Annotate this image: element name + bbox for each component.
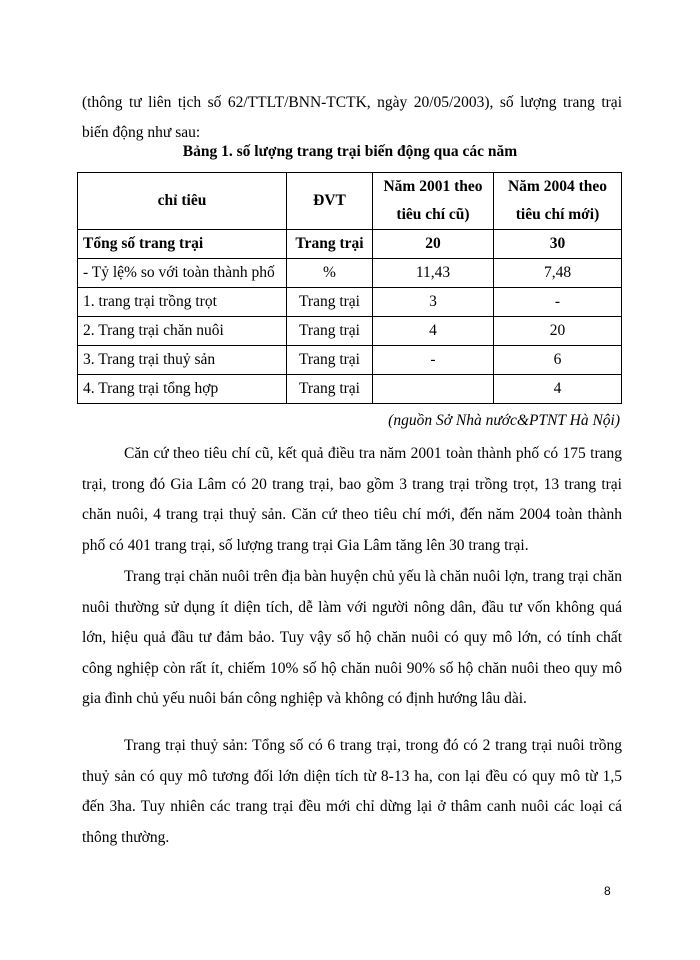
table-header-row	[78, 173, 622, 230]
header-cell: chỉ tiêu	[78, 173, 287, 230]
page-number: 8	[604, 884, 611, 898]
header-cell: ĐVT	[287, 173, 373, 230]
table-cell: 4	[373, 317, 494, 346]
paragraph-aquaculture-farms: Trang trại thuỷ sản: Tổng số có 6 trang trại, trong đó có 2 trang trại nuôi trồng thuỷ sản có quy mô tương đối lớn diện tích từ 8-13 ha, con lại đều có quy mô từ 1,5 đến 3ha. Tuy nhiên các trang trại đều mới chỉ dừng lại ở thâm canh nuôi các loại cá thông thường.	[82, 737, 622, 846]
header-cell: Năm 2004 theo tiêu chí mới)	[494, 173, 622, 230]
table-cell: %	[287, 259, 373, 288]
table-cell	[373, 375, 494, 404]
table-row	[78, 346, 622, 375]
table-cell: -	[494, 288, 622, 317]
table-cell: 3	[373, 288, 494, 317]
table-cell: 4. Trang trại tổng hợp	[78, 375, 287, 404]
table-cell: 20	[373, 230, 494, 259]
table-row	[78, 375, 622, 404]
table-source-note: (nguồn Sở Nhà nước&PTNT Hà Nội)	[388, 412, 620, 429]
intro-text: (thông tư liên tịch số 62/TTLT/BNN-TCTK, ngày 20/05/2003), số lượng trang trại biến động như sau:	[82, 94, 622, 141]
table-caption: Bảng 1. số lượng trang trại biến động qua các năm	[182, 143, 518, 160]
paragraph-old-criteria: Căn cứ theo tiêu chí cũ, kết quả điều tra năm 2001 toàn thành phố có 175 trang trại, trong đó Gia Lâm có 20 trang trại, bao gồm 3 trang trại trồng trọt, 13 trang trại chăn nuôi, 4 trang trại thuỷ sản. Căn cứ theo tiêu chí mới, đến năm 2004 toàn thành phố có 401 trang trại, số lượng trang trại Gia Lâm tăng lên 30 trang trại.	[82, 445, 622, 554]
table-cell: 1. trang trại trồng trọt	[78, 288, 287, 317]
table-cell: 20	[494, 317, 622, 346]
table-cell: Trang trại	[287, 317, 373, 346]
table-cell: 7,48	[494, 259, 622, 288]
table-row	[78, 317, 622, 346]
table-cell: 2. Trang trại chăn nuôi	[78, 317, 287, 346]
table-cell: 11,43	[373, 259, 494, 288]
table-cell: Tổng số trang trại	[78, 230, 287, 259]
table-cell: 4	[494, 375, 622, 404]
paragraph-livestock-farms: Trang trại chăn nuôi trên địa bàn huyện chủ yếu là chăn nuôi lợn, trang trại chăn nuôi thường sử dụng ít diện tích, dễ làm với người nông dân, đầu tư vốn không quá lớn, hiệu quả đầu tư đảm bảo. Tuy vậy số hộ chăn nuôi có quy mô lớn, có tính chất công nghiệp còn rất ít, chiếm 10% số hộ chăn nuôi 90% số hộ chăn nuôi theo quy mô gia đình chủ yếu nuôi bán công nghiệp và không có định hướng lâu dài.	[82, 568, 622, 707]
table-row	[78, 288, 622, 317]
table-cell: Trang trại	[287, 288, 373, 317]
table-row	[78, 230, 622, 259]
farm-count-table	[77, 172, 622, 404]
header-cell: Năm 2001 theo tiêu chí cũ)	[373, 173, 494, 230]
table-cell: Trang trại	[287, 230, 373, 259]
table-cell: - Tỷ lệ% so với toàn thành phố	[78, 259, 287, 288]
table-row	[78, 259, 622, 288]
table-cell: 6	[494, 346, 622, 375]
table-cell: 3. Trang trại thuỷ sản	[78, 346, 287, 375]
table-cell: 30	[494, 230, 622, 259]
table-cell: Trang trại	[287, 375, 373, 404]
table-cell: -	[373, 346, 494, 375]
table-cell: Trang trại	[287, 346, 373, 375]
